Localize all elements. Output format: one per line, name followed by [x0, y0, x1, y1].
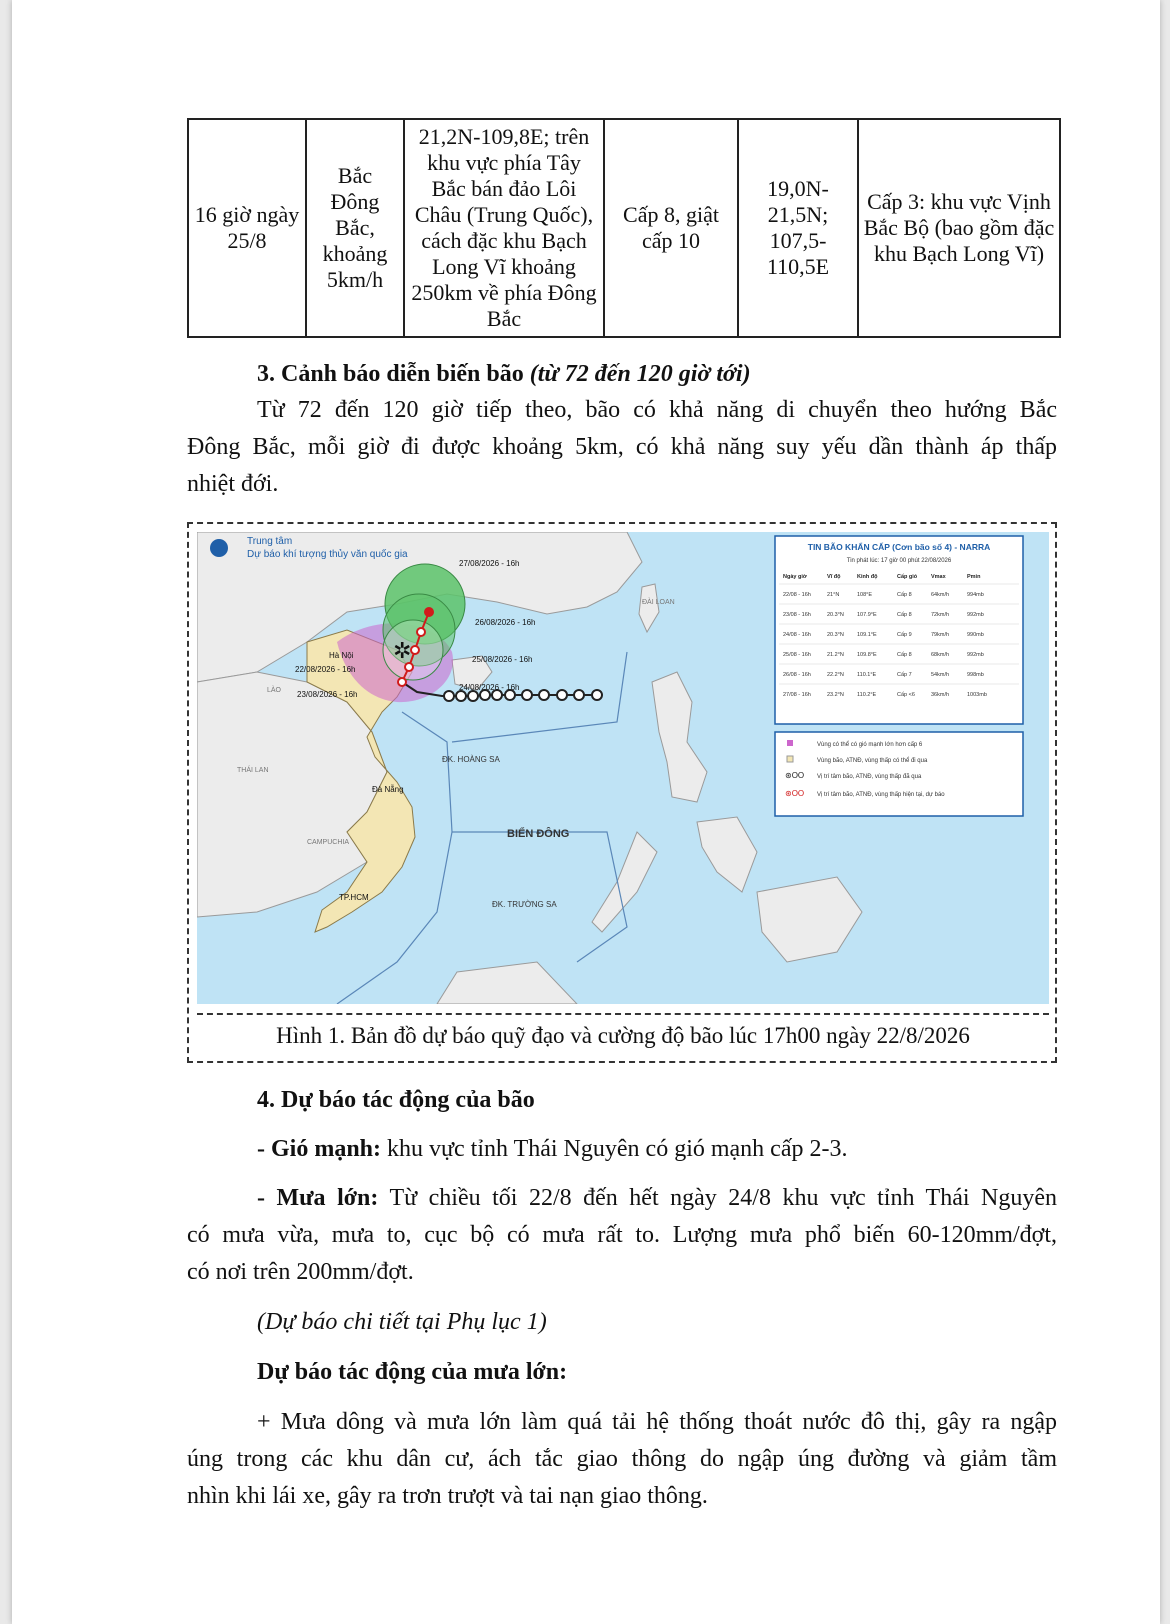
rain-line1: - Mưa lớn: Từ chiều tối 22/8 đến hết ngày 24/8 khu vực tỉnh Thái Nguyên: [257, 1185, 1058, 1211]
table-row: [188, 119, 1060, 337]
bulletin-cell: Cấp <6: [897, 692, 915, 698]
storm-map-figure: [187, 522, 1057, 1063]
impact-line3: nhìn khi lái xe, gây ra trơn trượt và tai nạn giao thông.: [187, 1483, 708, 1509]
bulletin-cell: Cấp 9: [897, 632, 912, 638]
rain-line2: có mưa vừa, mưa to, cục bộ có mưa rất to. Lượng mưa phổ biến 60-120mm/đợt,: [187, 1222, 1057, 1248]
bulletin-cell: 998mb: [967, 672, 984, 678]
map-legend: [775, 732, 1023, 816]
bulletin-cell: 25/08 - 16h: [783, 652, 811, 658]
bulletin-cell: 1003mb: [967, 692, 987, 698]
track-label-27: 27/08/2026 - 16h: [459, 559, 520, 568]
agency-name-line1: Trung tâm: [247, 536, 293, 547]
bulletin-cell: 26/08 - 16h: [783, 672, 811, 678]
place-hcm: TP.HCM: [339, 893, 369, 902]
track-label-25: 25/08/2026 - 16h: [472, 655, 533, 664]
bulletin-header-cell: Ngày giờ: [783, 574, 807, 580]
bulletin-cell: 72km/h: [931, 612, 950, 618]
bulletin-cell: Cấp 7: [897, 672, 912, 678]
bulletin-cell: 36km/h: [931, 692, 950, 698]
bulletin-cell: 24/08 - 16h: [783, 632, 811, 638]
bulletin-cell: 109.1°E: [857, 632, 877, 638]
place-biendong: BIỂN ĐÔNG: [507, 828, 570, 840]
cell-danger-zone: 19,0N-21,5N; 107,5-110,5E: [738, 119, 858, 337]
section3-heading: 3. Cảnh báo diễn biến bão (từ 72 đến 120 giờ tới): [257, 361, 751, 387]
detail-note: (Dự báo chi tiết tại Phụ lục 1): [257, 1309, 547, 1335]
place-hoangsa: ĐK. HOÀNG SA: [442, 755, 500, 764]
bulletin-cell: 22/08 - 16h: [783, 592, 811, 598]
bulletin-title: TIN BÃO KHẨN CẤP (Cơn bão số 4) - NARRA: [807, 542, 991, 552]
legend-item-1: Vùng có thể có gió mạnh lớn hơn cấp 6: [817, 742, 923, 748]
storm-bulletin-table: [775, 536, 1023, 724]
place-campuchia: CAMPUCHIA: [307, 839, 350, 846]
cell-intensity: Cấp 8, giật cấp 10: [604, 119, 738, 337]
bulletin-cell: 20.3°N: [827, 612, 844, 618]
section3-line2: Đông Bắc, mỗi giờ đi được khoảng 5km, có khả năng suy yếu dần thành áp thấp: [187, 434, 1057, 460]
place-danang: Đà Nẵng: [372, 785, 404, 794]
bulletin-cell: Cấp 8: [897, 652, 912, 658]
bulletin-cell: 992mb: [967, 652, 984, 658]
legend-past-symbol-icon: ⊛OO: [785, 771, 805, 780]
place-hanoi: Hà Nội: [329, 651, 354, 660]
bulletin-header-cell: Vĩ độ: [827, 574, 841, 580]
legend-item-2: Vùng bão, ATNĐ, vùng thấp có thể đi qua: [817, 758, 928, 764]
bulletin-header-cell: Kinh độ: [857, 574, 878, 580]
bulletin-cell: 27/08 - 16h: [783, 692, 811, 698]
bulletin-cell: 79km/h: [931, 632, 950, 638]
track-label-22: 22/08/2026 - 16h: [295, 665, 356, 674]
legend-item-4: Vị trí tâm bão, ATNĐ, vùng thấp hiện tại, dự báo: [817, 792, 945, 798]
impact-line2: úng trong các khu dân cư, ách tắc giao thông do ngập úng đường và giảm tầm: [187, 1446, 1057, 1472]
bulletin-cell: Cấp 8: [897, 612, 912, 618]
forecast-table: [187, 118, 1061, 338]
track-label-23: 23/08/2026 - 16h: [297, 690, 358, 699]
bulletin-cell: 992mb: [967, 612, 984, 618]
bulletin-cell: 23/08 - 16h: [783, 612, 811, 618]
bulletin-cell: 109.8°E: [857, 652, 877, 658]
section3-line1: Từ 72 đến 120 giờ tiếp theo, bão có khả năng di chuyển theo hướng Bắc: [257, 397, 1057, 423]
place-truongsa: ĐK. TRƯỜNG SA: [492, 900, 557, 909]
section4-heading: 4. Dự báo tác động của bão: [257, 1087, 535, 1113]
cell-direction-speed: Bắc Đông Bắc, khoảng 5km/h: [306, 119, 404, 337]
wind-paragraph: - Gió mạnh: khu vực tỉnh Thái Nguyên có gió mạnh cấp 2-3.: [257, 1136, 848, 1162]
cell-time: 16 giờ ngày 25/8: [188, 119, 306, 337]
bulletin-cell: 20.3°N: [827, 632, 844, 638]
impact-line1: + Mưa dông và mưa lớn làm quá tải hệ thống thoát nước đô thị, gây ra ngập: [257, 1409, 1057, 1435]
bulletin-cell: 990mb: [967, 632, 984, 638]
bulletin-time: Tin phát lúc: 17 giờ 00 phút 22/08/2026: [846, 558, 952, 564]
place-thailan: THÁI LAN: [237, 767, 269, 774]
bulletin-cell: 22.2°N: [827, 672, 844, 678]
figure-caption: Hình 1. Bản đồ dự báo quỹ đạo và cường độ bão lúc 17h00 ngày 22/8/2026: [197, 1013, 1049, 1057]
bulletin-cell: 23.2°N: [827, 692, 844, 698]
impact-heading: Dự báo tác động của mưa lớn:: [257, 1359, 568, 1385]
agency-logo-icon: [210, 539, 228, 557]
bulletin-cell: 994mb: [967, 592, 984, 598]
place-lao: LÀO: [267, 687, 282, 694]
rain-line3: có nơi trên 200mm/đợt.: [187, 1259, 414, 1285]
bulletin-cell: 110.1°E: [857, 672, 877, 678]
bulletin-cell: 54km/h: [931, 672, 950, 678]
legend-wind-swatch: [787, 740, 793, 746]
bulletin-cell: 68km/h: [931, 652, 950, 658]
bulletin-header-cell: Cấp gió: [897, 574, 918, 580]
document-page: [12, 0, 1160, 1624]
bulletin-cell: 21°N: [827, 592, 840, 598]
place-dailoan: ĐÀI LOAN: [642, 599, 675, 606]
bulletin-cell: 107.9°E: [857, 612, 877, 618]
track-label-26: 26/08/2026 - 16h: [475, 618, 536, 627]
legend-item-3: Vị trí tâm bão, ATNĐ, vùng thấp đã qua: [817, 774, 922, 780]
bulletin-cell: Cấp 8: [897, 592, 912, 598]
legend-forecast-symbol-icon: ⊛OO: [785, 789, 805, 798]
bulletin-header-cell: Vmax: [931, 574, 946, 580]
legend-zone-swatch: [787, 756, 793, 762]
storm-symbol-icon: ✲: [393, 638, 412, 663]
cell-risk-level: Cấp 3: khu vực Vịnh Bắc Bộ (bao gồm đặc khu Bạch Long Vĩ): [858, 119, 1060, 337]
bulletin-cell: 64km/h: [931, 592, 950, 598]
bulletin-cell: 108°E: [857, 592, 873, 598]
cell-position: 21,2N-109,8E; trên khu vực phía Tây Bắc bán đảo Lôi Châu (Trung Quốc), cách đặc khu Bạch Long Vĩ khoảng 250km về phía Đông Bắc: [404, 119, 604, 337]
storm-center-27: [424, 607, 434, 617]
storm-track-map: [197, 532, 1049, 1004]
agency-name-line2: Dự báo khí tượng thủy văn quốc gia: [247, 549, 408, 560]
bulletin-cell: 21.2°N: [827, 652, 844, 658]
section3-line3: nhiệt đới.: [187, 471, 279, 497]
track-label-24: 24/08/2026 - 16h: [459, 683, 520, 692]
bulletin-cell: 110.2°E: [857, 692, 877, 698]
bulletin-header-cell: Pmin: [967, 574, 981, 580]
